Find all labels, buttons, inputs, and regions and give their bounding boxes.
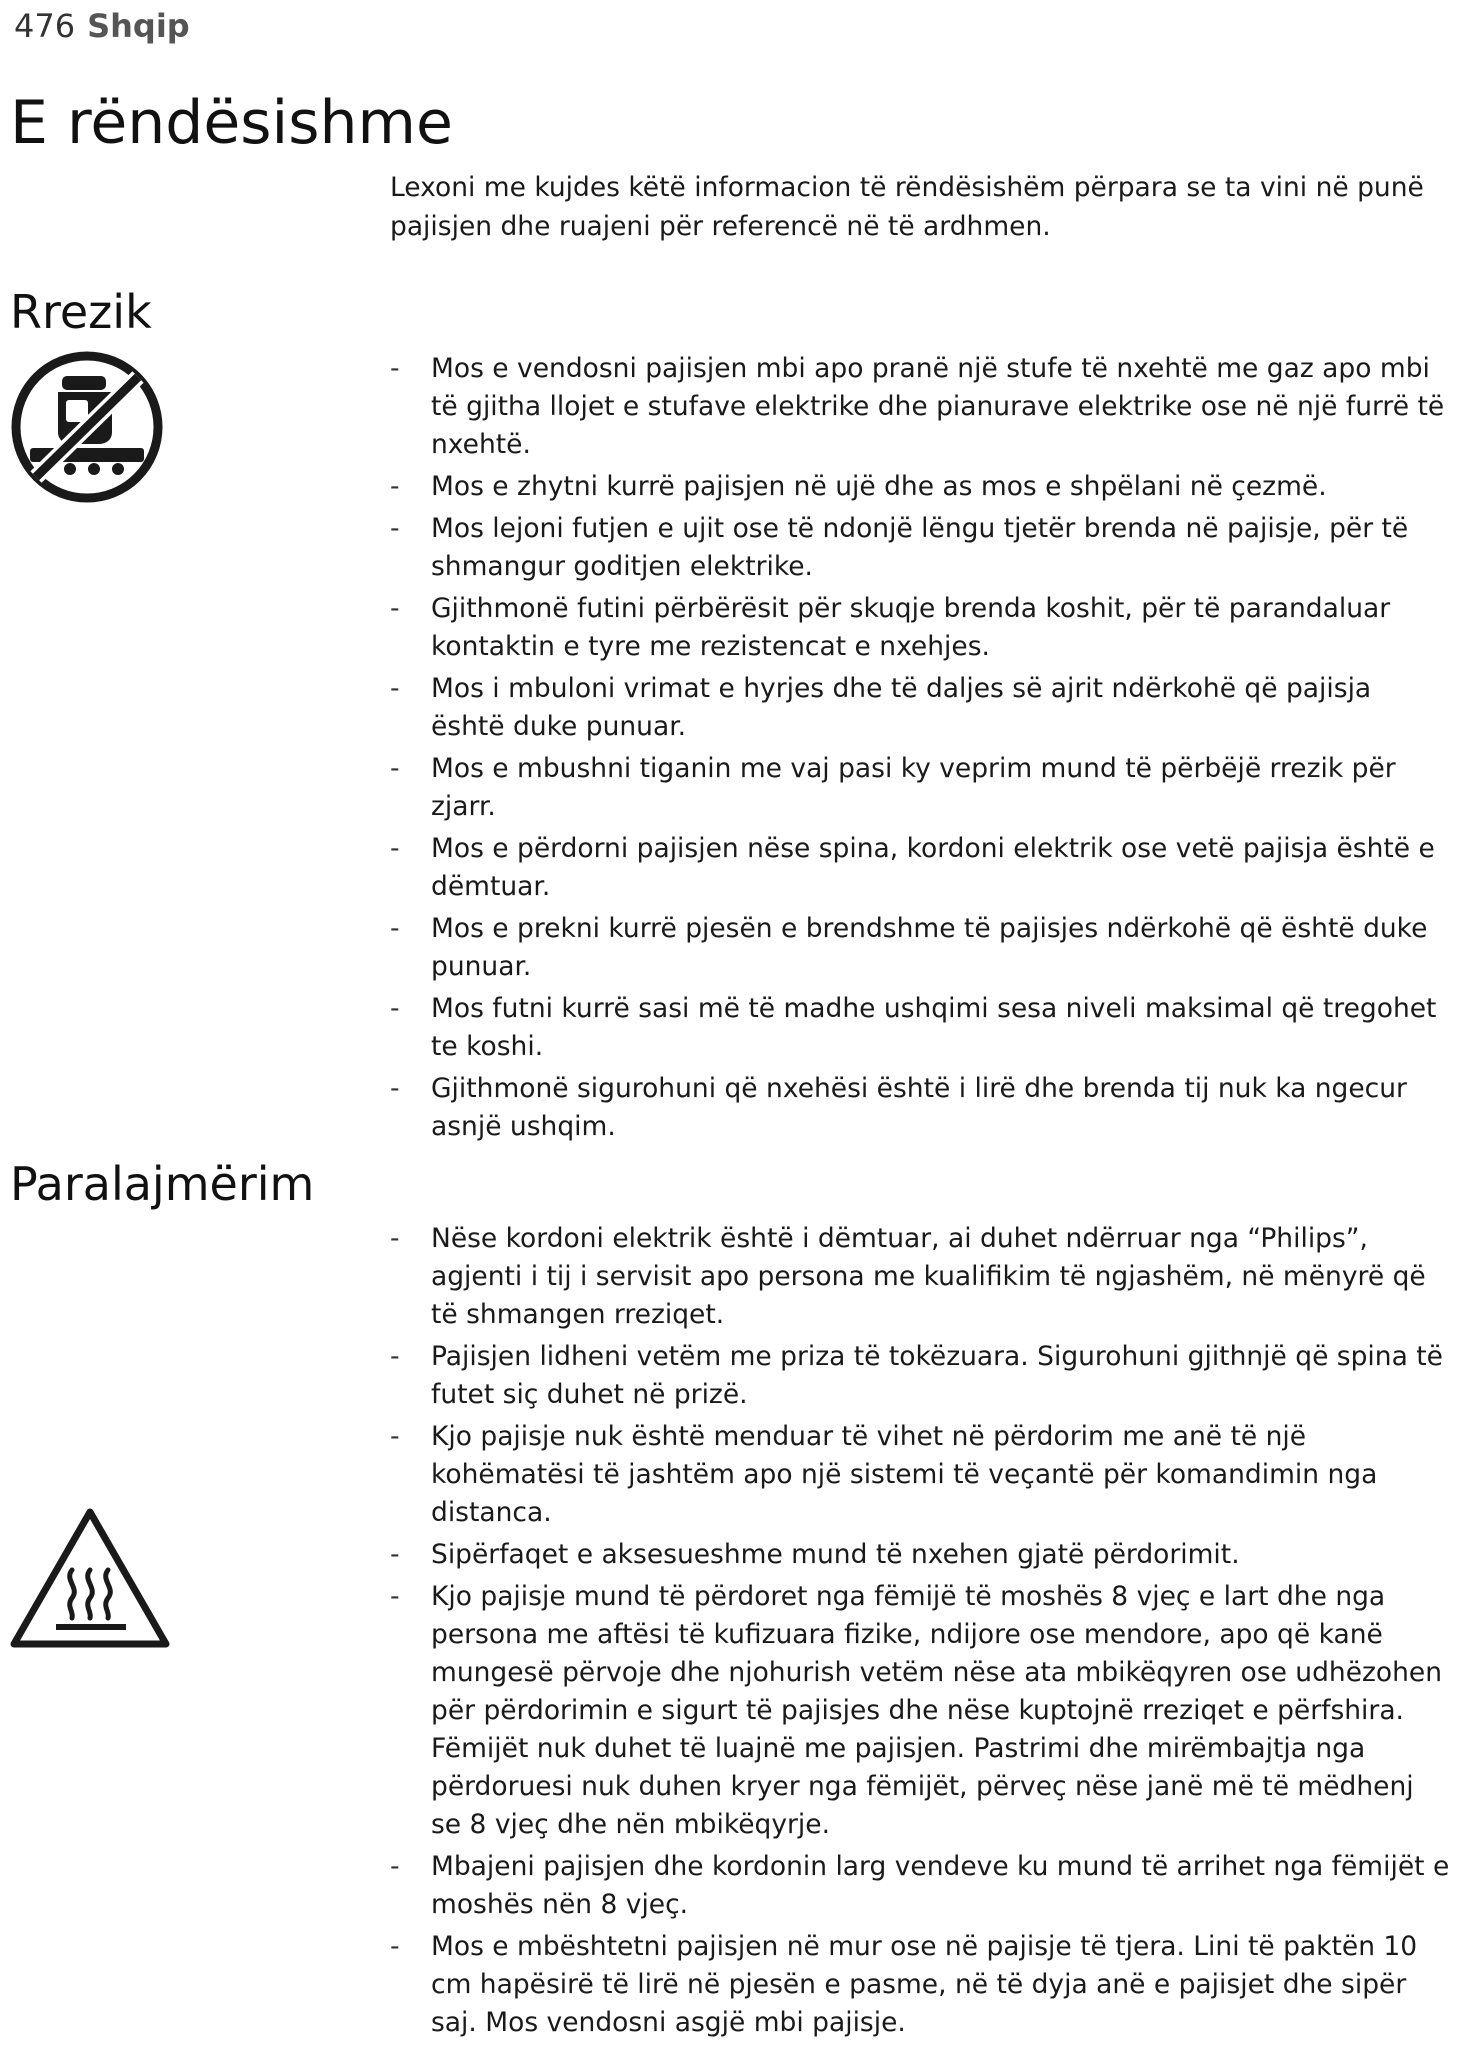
list-item: - Mos e zhytni kurrë pajisjen në ujë dhe as mos e shpëlani në çezmë. bbox=[390, 471, 1327, 502]
page-language: Shqip bbox=[87, 7, 190, 45]
list-item: - Mos e mbështetni pajisjen në mur ose në pajisje të tjera. Lini të paktën 10 cm hapësirë të lirë në pjesën e pasme, në të dyja anë e pajisjet dhe sipër saj. Mos vendosni asgjë mbi pajisje. bbox=[390, 1931, 1418, 2038]
list-item: - Nëse kordoni elektrik është i dëmtuar, ai duhet ndërruar nga “Philips”, agjenti i tij i servisit apo persona me kualifikim të ngjashëm, në mënyrë që të shmangen rreziqet. bbox=[390, 1223, 1426, 1330]
danger-list bbox=[390, 350, 1450, 1150]
list-item: - Pajisjen lidheni vetëm me priza të tokëzuara. Sigurohuni gjithnjë që spina të futet siç duhet në prizë. bbox=[390, 1341, 1443, 1410]
list-item: - Gjithmonë futini përbërësit për skuqje brenda koshit, për të parandaluar kontaktin e tyre me rezistencat e nxehjes. bbox=[390, 593, 1391, 662]
list-item: - Sipërfaqet e aksesueshme mund të nxehen gjatë përdorimit. bbox=[390, 1539, 1240, 1570]
list-item: - Mbajeni pajisjen dhe kordonin larg vendeve ku mund të arrihet nga fëmijët e moshës nën 8 vjeç. bbox=[390, 1851, 1450, 1920]
list-item: - Mos e përdorni pajisjen nëse spina, kordoni elektrik ose vetë pajisja është e dëmtuar. bbox=[390, 833, 1435, 902]
danger-heading: Rrezik bbox=[10, 285, 152, 339]
hot-surface-warning-icon bbox=[8, 1504, 172, 1654]
list-item: - Mos e vendosni pajisjen mbi apo pranë një stufe të nxehtë me gaz apo mbi të gjitha llojet e stufave elektrike dhe pianurave elektrike ose në një furrë të nxehtë. bbox=[390, 353, 1445, 460]
intro-paragraph: Lexoni me kujdes këtë informacion të rëndësishëm përpara se ta vini në punë pajisjen dhe ruajeni për referencë në të ardhmen. bbox=[390, 172, 1424, 242]
list-item: - Gjithmonë sigurohuni që nxehësi është i lirë dhe brenda tij nuk ka ngecur asnjë ushqim. bbox=[390, 1073, 1407, 1142]
list-item: - Mos e mbushni tiganin me vaj pasi ky veprim mund të përbëjë rrezik për zjarr. bbox=[390, 753, 1396, 822]
list-item: - Mos e prekni kurrë pjesën e brendshme të pajisjes ndërkohë që është duke punuar. bbox=[390, 913, 1428, 982]
list-item: - Mos lejoni futjen e ujit ose të ndonjë lëngu tjetër brenda në pajisje, për të shmangur goditjen elektrike. bbox=[390, 513, 1409, 582]
warning-heading: Paralajmërim bbox=[10, 1157, 315, 1211]
warning-list bbox=[390, 1220, 1450, 2046]
page-header bbox=[14, 6, 190, 46]
list-item: - Mos futni kurrë sasi më të madhe ushqimi sesa niveli maksimal që tregohet te koshi. bbox=[390, 993, 1437, 1062]
list-item: - Kjo pajisje nuk është menduar të vihet në përdorim me anë të një kohëmatësi të jashtëm apo një sistemi të veçantë për komandimin nga distanca. bbox=[390, 1421, 1378, 1528]
no-appliance-on-stove-icon bbox=[8, 348, 166, 510]
page-number: 476 bbox=[14, 7, 76, 45]
page-title: E rëndësishme bbox=[10, 88, 453, 158]
list-item: - Mos i mbuloni vrimat e hyrjes dhe të daljes së ajrit ndërkohë që pajisja është duke punuar. bbox=[390, 673, 1372, 742]
list-item: - Kjo pajisje mund të përdoret nga fëmijë të moshës 8 vjeç e lart dhe nga persona me aftësi të kufizuara fizike, ndijore ose mendore, apo që kanë mungesë përvoje dhe njohurish vetëm nëse ata mbikëqyren ose udhëzohen për përdorimin e sigurt të pajisjes dhe nëse kuptojnë rreziqet e përfshira. Fëmijët nuk duhet të luajnë me pajisjen. Pastrimi dhe mirëmbajtja nga përdoruesi nuk duhen kryer nga fëmijët, përveç nëse janë më të mëdhenj se 8 vjeç dhe nën mbikëqyrje. bbox=[390, 1581, 1443, 1840]
